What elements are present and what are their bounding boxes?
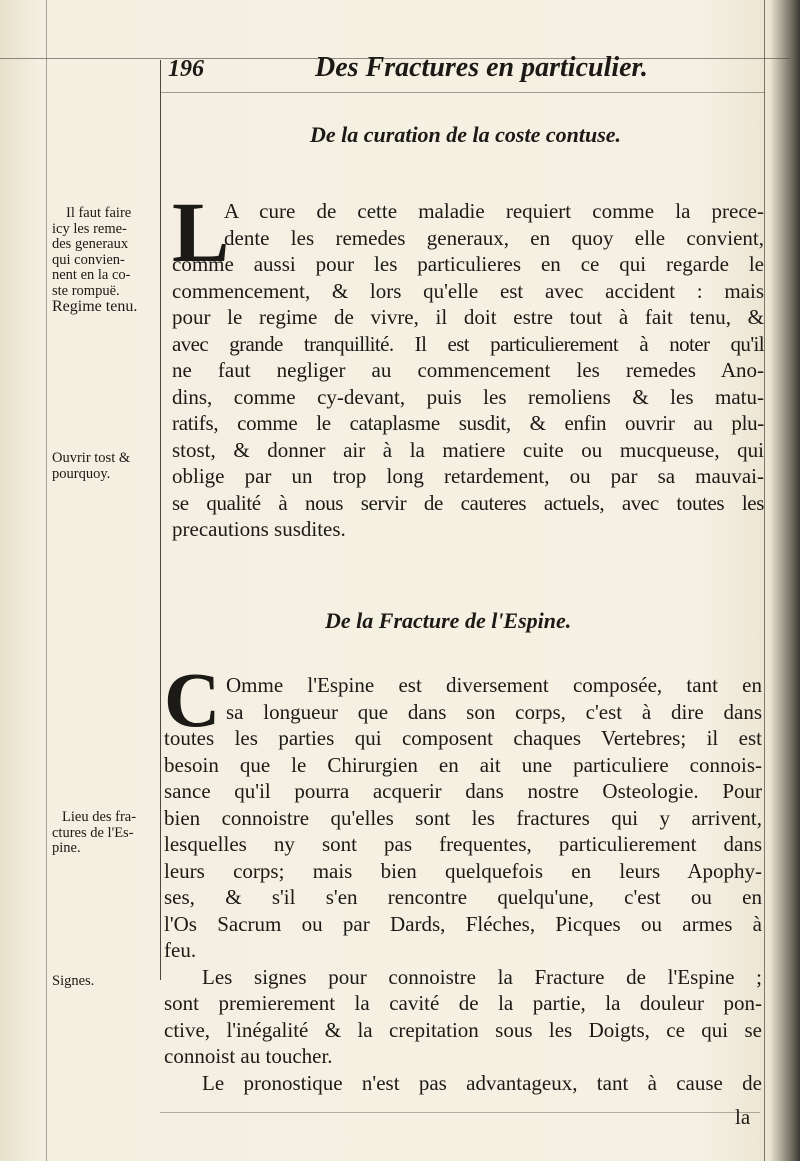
paragraph-curation (172, 198, 764, 543)
text-line: comme aussi pour les particulieres en ce qui regarde le (172, 252, 764, 276)
margin-note-line: Lieu des fra- (62, 809, 137, 825)
right-margin-rule (764, 0, 765, 1161)
text-line: Les signes pour connoistre la Fracture de l'Espine ; (202, 964, 762, 989)
text-line: ratifs, comme le cataplasme susdit, & enfin ouvrir au plu- (172, 411, 764, 435)
text-line: A cure de cette maladie requiert comme la prece- (224, 199, 764, 223)
text-line: sont premierement la cavité de la partie, la douleur pon- (164, 991, 762, 1015)
page-header (160, 48, 760, 92)
margin-note-remedes (52, 206, 158, 315)
margin-note-signes (52, 974, 158, 990)
margin-note-ouvrir (52, 451, 158, 482)
text-line: leurs corps; mais bien quelquefois en leurs Apophy- (164, 858, 762, 883)
text-line: dins, comme cy-devant, puis les remoliens & les matu- (172, 384, 764, 409)
text-line: pour le regime de vivre, il doit estre tout à fait tenu, & (172, 305, 764, 329)
margin-note-line: Il faut faire (66, 205, 132, 221)
text-line: ne faut negliger au commencement les remedes Ano- (172, 358, 764, 382)
margin-note-line: Signes. (52, 973, 95, 989)
footer-rule (160, 1112, 760, 1113)
page-number: 196 (168, 56, 204, 82)
margin-note-line: pourquoy. (52, 465, 111, 482)
text-line: ses, & s'il s'en rencontre quelqu'une, c'est ou en (164, 885, 762, 909)
text-line: oblige par un trop long retardement, ou par sa mauvai- (172, 464, 764, 488)
margin-note-line: ste rompuë. (52, 282, 120, 299)
text-line: sance qu'il pourra acquerir dans nostre Osteologie. Pour (164, 779, 762, 803)
text-line: dente les remedes generaux, en quoy elle convient, (224, 225, 764, 250)
margin-note-line: ctures de l'Es- (52, 824, 134, 841)
left-margin-rule (160, 60, 161, 980)
text-line: sa longueur que dans son corps, c'est à dire dans (226, 699, 762, 724)
margin-note-line: qui convien- (52, 251, 125, 268)
text-line: bien connoistre qu'elles sont les fractures qui y arrivent, (164, 805, 762, 830)
paragraph-espine (164, 672, 762, 1096)
section-title-espine: De la Fracture de l'Espine. (325, 608, 572, 633)
margin-note-line: icy les reme- (52, 220, 127, 237)
text-line: ctive, l'inégalité & la crepitation sous les Doigts, ce qui se (164, 1017, 762, 1042)
outer-left-rule (46, 0, 47, 1161)
text-line: besoin que le Chirurgien en ait une particuliere connois- (164, 752, 762, 777)
drop-cap-l: L (172, 184, 230, 280)
text-line: commencement, & lors qu'elle est avec accident : mais (172, 278, 764, 303)
margin-note-line: Ouvrir tost & (52, 450, 131, 466)
running-title: Des Fractures en particulier. (315, 52, 648, 83)
text-line: feu. (164, 938, 197, 962)
text-line: lesquelles ny sont pas frequentes, particulierement dans (164, 832, 762, 856)
catchword: la (735, 1105, 751, 1129)
section-title-curation: De la curation de la coste contuse. (310, 122, 622, 147)
header-rule-lower (160, 92, 765, 93)
text-line: precautions susdites. (172, 517, 346, 541)
margin-note-line: des generaux (52, 236, 129, 252)
text-line: connoist au toucher. (164, 1044, 333, 1068)
drop-cap-c: C (164, 656, 221, 743)
text-line: avec grande tranquillité. Il est particulierement à noter qu'il (172, 331, 764, 356)
text-line: l'Os Sacrum ou par Dards, Fléches, Picques ou armes à (164, 911, 762, 936)
text-line: Omme l'Espine est diversement composée, tant en (226, 673, 762, 697)
margin-note-line: pine. (52, 840, 81, 856)
margin-note-line: Regime tenu. (52, 298, 138, 315)
text-line: toutes les parties qui composent chaques Vertebres; il est (164, 726, 762, 750)
text-line: stost, & donner air à la matiere cuite ou mucqueuse, qui (172, 437, 764, 462)
text-line: Le pronostique n'est pas advantageux, tant à cause de (202, 1070, 762, 1095)
margin-note-line: nent en la co- (52, 267, 131, 283)
text-line: se qualité à nous servir de cauteres actuels, avec toutes les (172, 490, 764, 515)
margin-note-lieu (52, 810, 158, 857)
